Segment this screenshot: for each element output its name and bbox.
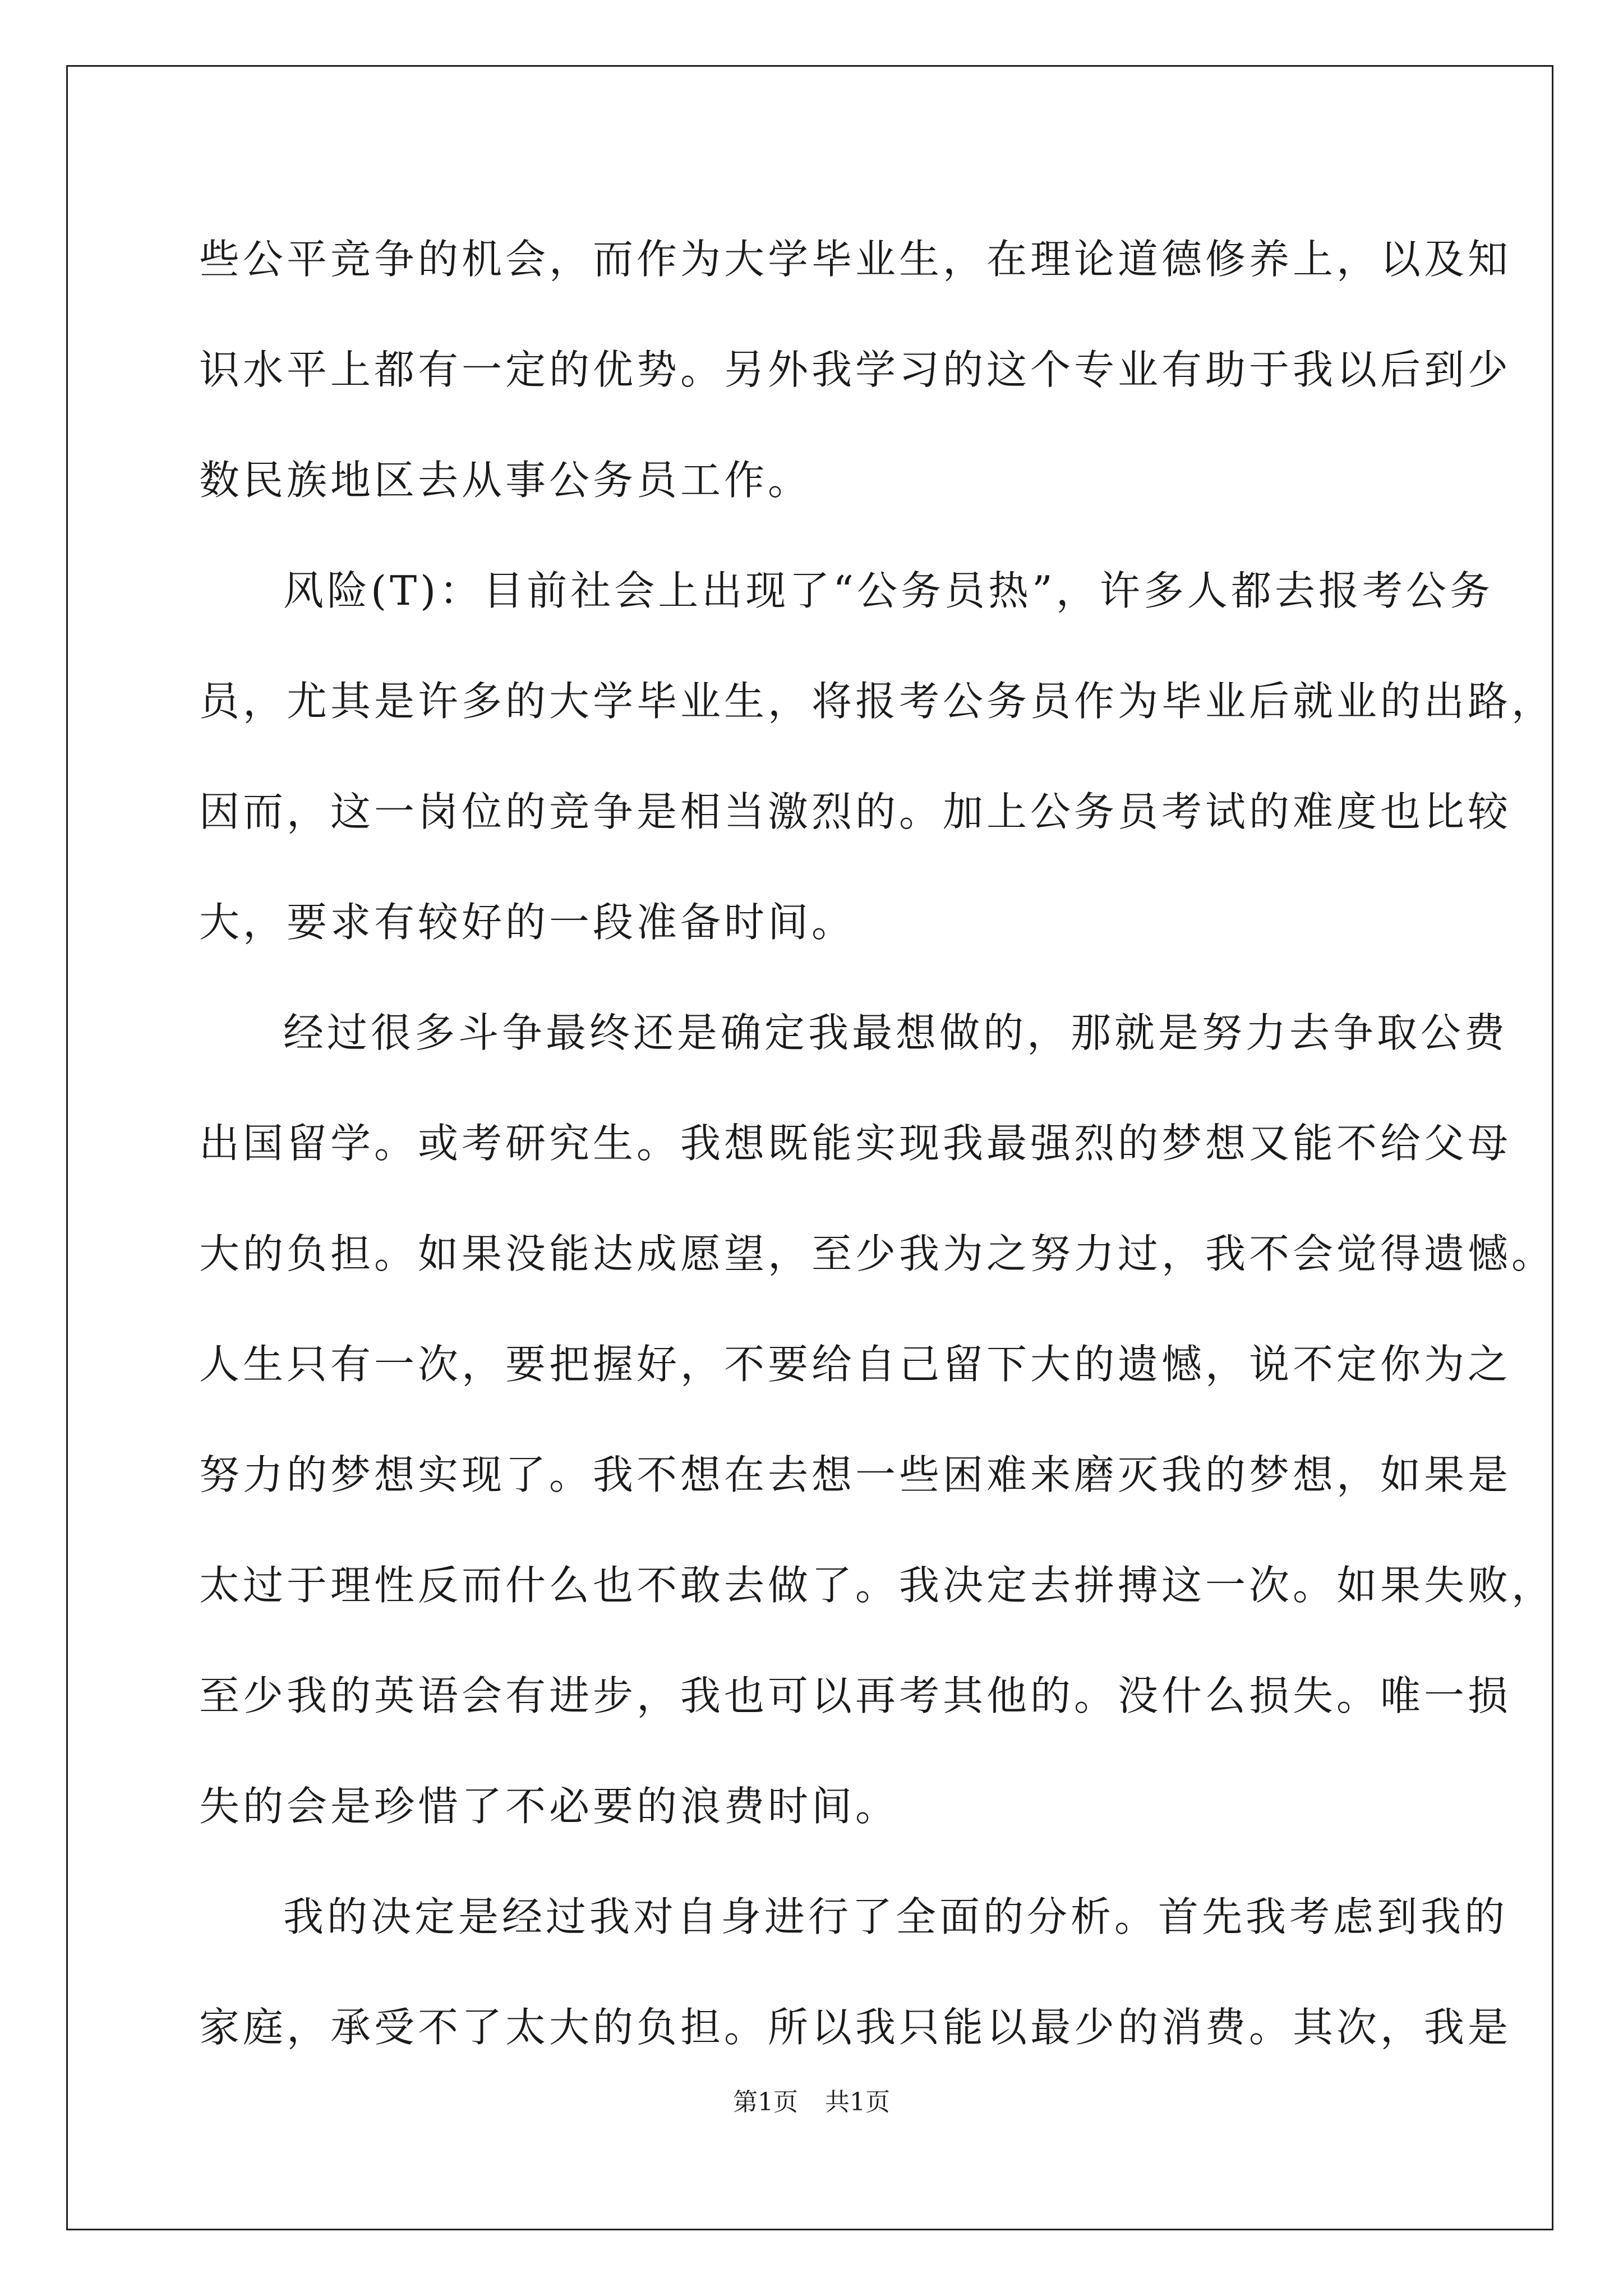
text-line: 数民族地区去从事公务员工作。: [199, 457, 812, 504]
text-line: 些公平竞争的机会，而作为大学毕业生，在理论道德修养上，以及知: [199, 236, 1512, 283]
text-line: 至少我的英语会有进步，我也可以再考其他的。没什么损失。唯一损: [199, 1672, 1512, 1719]
text-line: 大，要求有较好的一段准备时间。: [199, 899, 856, 946]
text-line: 人生只有一次，要把握好，不要给自己留下大的遗憾，说不定你为之: [199, 1341, 1512, 1388]
text-line: 识水平上都有一定的优势。另外我学习的这个专业有助于我以后到少: [199, 346, 1512, 393]
document-body: [199, 204, 1556, 2083]
text-line: 失的会是珍惜了不必要的浪费时间。: [199, 1783, 900, 1830]
text-line: 员，尤其是许多的大学毕业生，将报考公务员作为毕业后就业的出路，: [199, 678, 1556, 725]
text-line: 因而，这一岗位的竞争是相当激烈的。加上公务员考试的难度也比较: [199, 788, 1512, 835]
text-line: 努力的梦想实现了。我不想在去想一些困难来磨灭我的梦想，如果是: [199, 1451, 1512, 1498]
paragraph-first-line: 我的决定是经过我对自身进行了全面的分析。首先我考虑到我的: [283, 1893, 1509, 1940]
text-line: 出国留学。或考研究生。我想既能实现我最强烈的梦想又能不给父母: [199, 1120, 1512, 1167]
page-total: 共1页: [825, 2088, 890, 2116]
text-line: 太过于理性反而什么也不敢去做了。我决定去拼搏这一次。如果失败，: [199, 1562, 1556, 1609]
text-line: 家庭，承受不了太大的负担。所以我只能以最少的消费。其次，我是: [199, 2004, 1512, 2051]
page-number: 第1页: [733, 2088, 798, 2116]
paragraph-first-line: 风险(T)：目前社会上出现了“公务员热”，许多人都去报考公务: [283, 567, 1493, 614]
paragraph-first-line: 经过很多斗争最终还是确定我最想做的，那就是努力去争取公费: [283, 1009, 1509, 1056]
page-footer: [0, 2086, 1623, 2119]
text-line: 大的负担。如果没能达成愿望，至少我为之努力过，我不会觉得遗憾。: [199, 1230, 1556, 1277]
